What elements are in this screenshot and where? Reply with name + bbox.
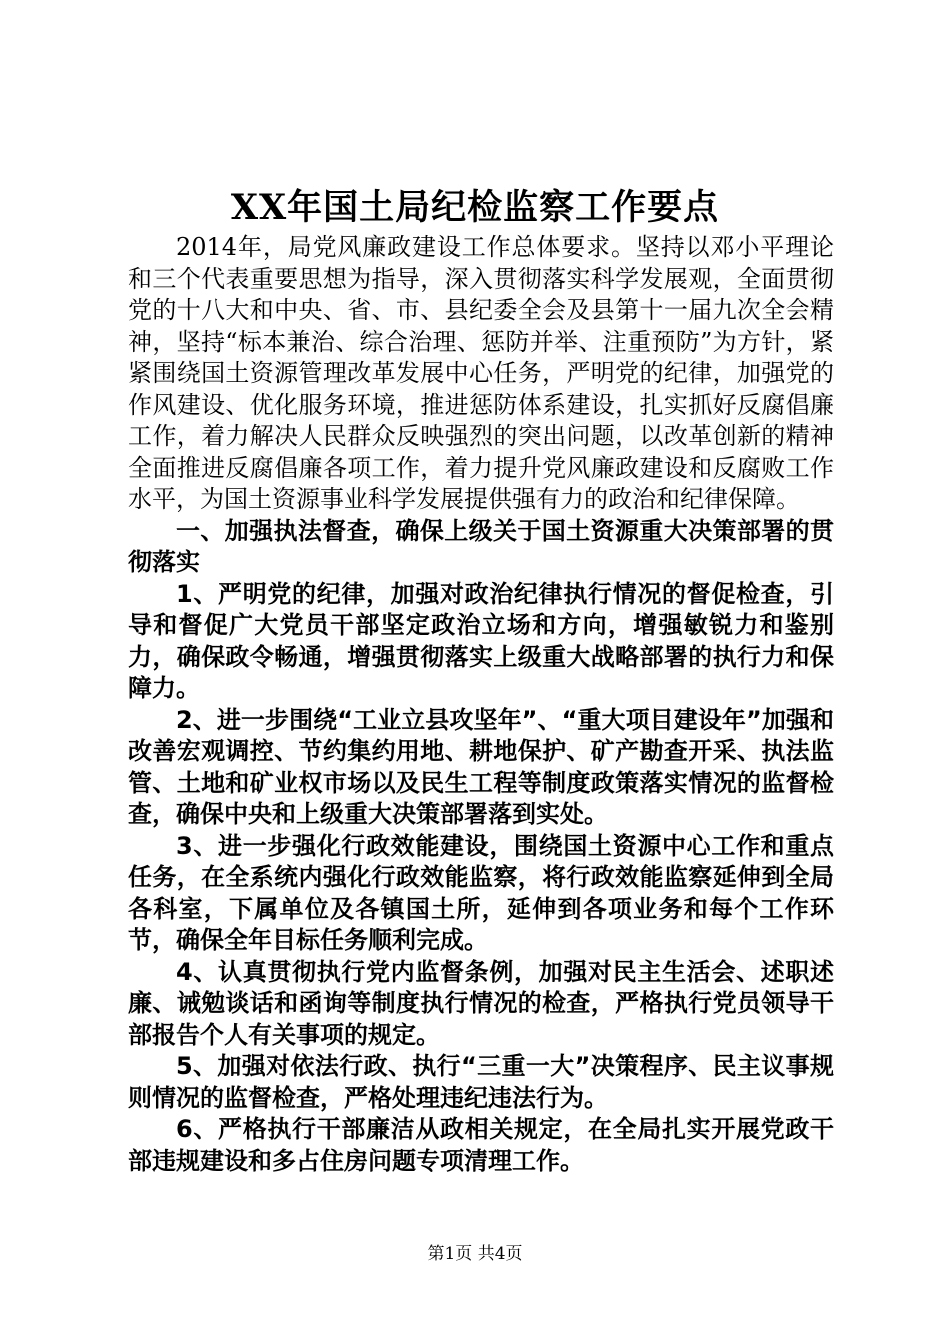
list-item: 4、认真贯彻执行党内监督条例，加强对民主生活会、述职述廉、诫勉谈话和函询等制度执行情况的检查，严格执行党员领导干部报告个人有关事项的规定。 [128, 957, 834, 1049]
list-item: 2、进一步围绕“工业立县攻坚年”、“重大项目建设年”加强和改善宏观调控、节约集约用地、耕地保护、矿产勘查开采、执法监管、土地和矿业权市场以及民生工程等制度政策落实情况的监督检查，确保中央和上级重大决策部署落到实处。 [128, 705, 834, 828]
list-item: 6、严格执行干部廉洁从政相关规定，在全局扎实开展党政干部违规建设和多占住房问题专项清理工作。 [128, 1115, 834, 1175]
section-heading: 一、加强执法督查，确保上级关于国土资源重大决策部署的贯彻落实 [128, 516, 834, 576]
list-item: 1、严明党的纪律，加强对政治纪律执行情况的督促检查，引导和督促广大党员干部坚定政治立场和方向，增强敏锐力和鉴别力，确保政令畅通，增强贯彻落实上级重大战略部署的执行力和保障力。 [128, 579, 834, 702]
intro-paragraph: 2014年，局党风廉政建设工作总体要求。坚持以邓小平理论和三个代表重要思想为指导，深入贯彻落实科学发展观，全面贯彻党的十八大和中央、省、市、县纪委全会及县第十一届九次全会精神，坚持“标本兼治、综合治理、惩防并举、注重预防”为方针，紧紧围绕国土资源管理改革发展中心任务，严明党的纪律，加强党的作风建设、优化服务环境，推进惩防体系建设，扎实抓好反腐倡廉工作，着力解决人民群众反映强烈的突出问题，以改革创新的精神全面推进反腐倡廉各项工作，着力提升党风廉政建设和反腐败工作水平，为国土资源事业科学发展提供强有力的政治和纪律保障。 [128, 233, 834, 513]
document-body [128, 232, 834, 1177]
list-item: 3、进一步强化行政效能建设，围绕国土资源中心工作和重点任务，在全系统内强化行政效能监察，将行政效能监察延伸到全局各科室，下属单位及各镇国土所，延伸到各项业务和每个工作环节，确保全年目标任务顺利完成。 [128, 831, 834, 954]
page-footer: 第1页 共4页 [427, 1244, 523, 1264]
document-title: XX年国土局纪检监察工作要点 [230, 187, 720, 228]
list-item: 5、加强对依法行政、执行“三重一大”决策程序、民主议事规则情况的监督检查，严格处理违纪违法行为。 [128, 1052, 834, 1112]
